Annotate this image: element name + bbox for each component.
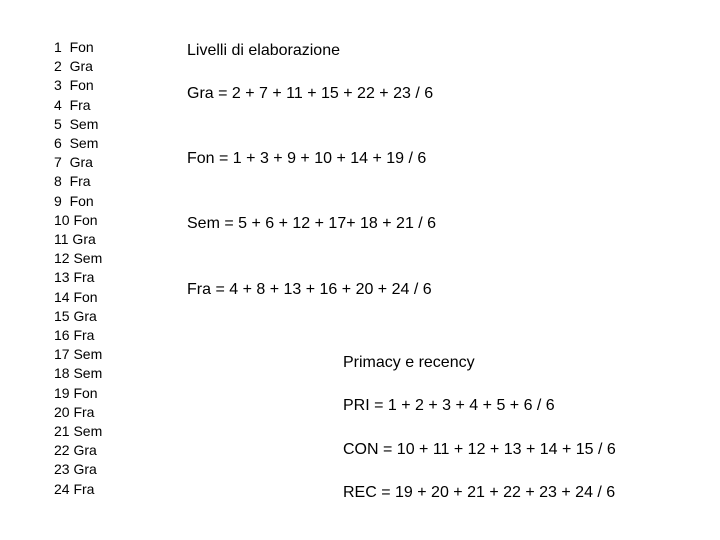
formula-con: CON = 10 + 11 + 12 + 13 + 14 + 15 / 6: [343, 441, 616, 458]
item-list: [54, 38, 102, 499]
list-item: 21 Sem: [54, 423, 103, 440]
levels-title: Livelli di elaborazione: [187, 42, 340, 59]
list-item: 20 Fra: [54, 403, 95, 420]
list-item: 19 Fon: [54, 384, 98, 401]
list-item: 1 Fon: [54, 39, 94, 55]
list-item: 9 Fon: [54, 192, 94, 209]
formula-fra: Fra = 4 + 8 + 13 + 16 + 20 + 24 / 6: [187, 281, 432, 298]
formula-gra: Gra = 2 + 7 + 11 + 15 + 22 + 23 / 6: [187, 85, 434, 102]
list-item: 16 Fra: [54, 327, 95, 344]
list-item: 2 Gra: [54, 58, 93, 75]
list-item: 24 Fra: [54, 480, 95, 497]
list-item: 6 Sem: [54, 135, 99, 152]
list-item: 3 Fon: [54, 77, 94, 94]
list-item: 18 Sem: [54, 365, 103, 382]
list-item: 12 Sem: [54, 250, 103, 267]
list-item: 15 Gra: [54, 307, 97, 324]
list-item: 5 Sem: [54, 115, 99, 132]
list-item: 13 Fra: [54, 269, 95, 286]
list-item: 22 Gra: [54, 442, 97, 459]
list-item: 8 Fra: [54, 173, 91, 190]
primacy-title: Primacy e recency: [343, 354, 475, 371]
list-item: 23 Gra: [54, 461, 97, 478]
list-item: 14 Fon: [54, 288, 98, 305]
formula-rec: REC = 19 + 20 + 21 + 22 + 23 + 24 / 6: [343, 484, 616, 501]
list-item: 11 Gra: [54, 231, 96, 248]
list-item: 7 Gra: [54, 154, 93, 171]
formula-sem: Sem = 5 + 6 + 12 + 17+ 18 + 21 / 6: [187, 215, 437, 232]
formula-fon: Fon = 1 + 3 + 9 + 10 + 14 + 19 / 6: [187, 150, 427, 167]
list-item: 4 Fra: [54, 96, 91, 113]
list-item: 17 Sem: [54, 346, 103, 363]
list-item: 10 Fon: [54, 211, 98, 228]
formula-pri: PRI = 1 + 2 + 3 + 4 + 5 + 6 / 6: [343, 397, 555, 414]
